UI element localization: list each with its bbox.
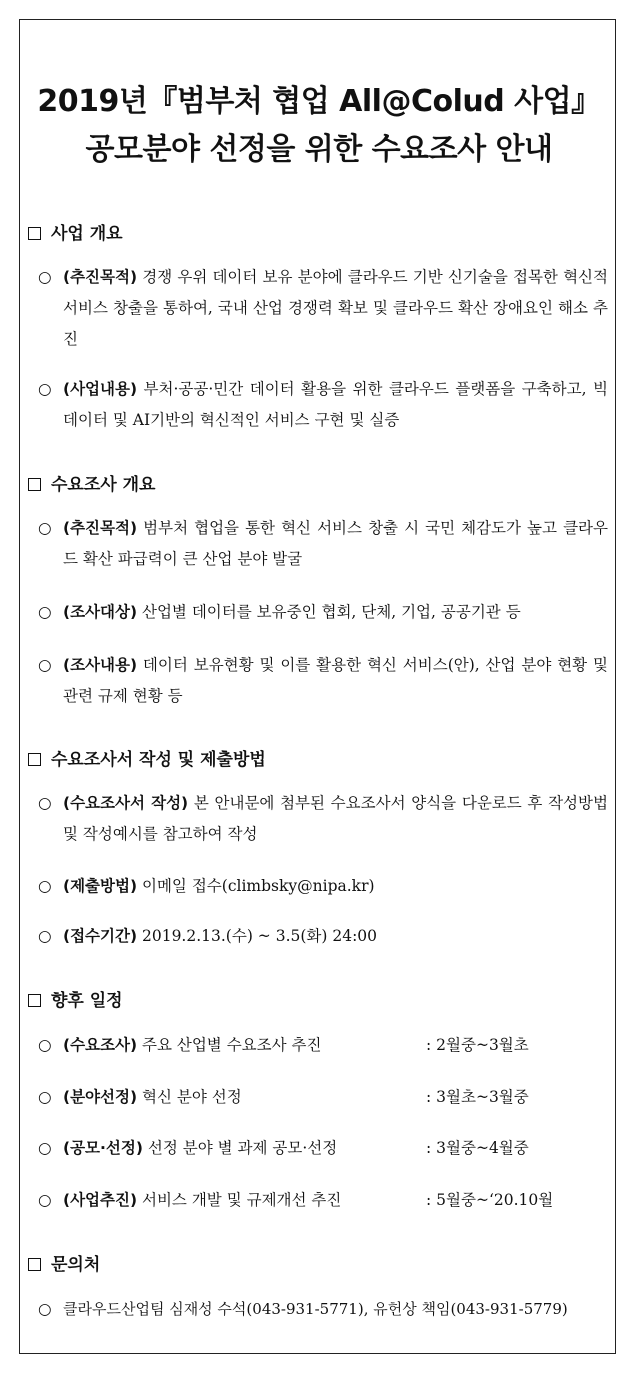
list-item: ○ (접수기간) 2019.2.13.(수) ~ 3.5(화) 24:00 (38, 921, 608, 952)
schedule-period: : 3월중~4월중 (426, 1139, 529, 1157)
circle-bullet-icon: ○ (38, 927, 52, 945)
list-item: ○ (조사대상) 산업별 데이터를 보유중인 협회, 단체, 기업, 공공기관 등 (38, 597, 608, 628)
contact-item: ○ 클라우드산업팀 심재성 수석(043-931-5771), 유헌상 책임(043-931-5779) (38, 1294, 608, 1325)
circle-bullet-icon: ○ (38, 877, 52, 895)
circle-bullet-icon: ○ (38, 1139, 52, 1157)
checkbox-square-icon (28, 478, 41, 491)
circle-bullet-icon: ○ (38, 656, 52, 674)
checkbox-square-icon (28, 227, 41, 240)
schedule-period: : 2월중~3월초 (426, 1036, 529, 1054)
section-heading-contact: 문의처 (28, 1250, 100, 1275)
section-heading-overview: 사업 개요 (28, 219, 123, 244)
circle-bullet-icon: ○ (38, 603, 52, 621)
circle-bullet-icon: ○ (38, 794, 52, 812)
list-item: ○ (조사내용) 데이터 보유현황 및 이를 활용한 혁신 서비스(안), 산업 분야 현황 및 관련 규제 현황 등 (38, 650, 608, 712)
list-item: ○ (추진목적) 범부처 협업을 통한 혁신 서비스 창출 시 국민 체감도가 높고 클라우드 확산 파급력이 큰 산업 분야 발굴 (38, 513, 608, 575)
checkbox-square-icon (28, 994, 41, 1007)
schedule-period: : 3월초~3월중 (426, 1088, 529, 1106)
list-item: ○ (추진목적) 경쟁 우위 데이터 보유 분야에 클라우드 기반 신기술을 접목한 혁신적 서비스 창출을 통하여, 국내 산업 경쟁력 확보 및 클라우드 확산 장애요인 해소 추진 (38, 262, 608, 355)
document-title-line2: 공모분야 선정을 위한 수요조사 안내 (85, 132, 553, 167)
list-item: ○ (사업내용) 부처·공공·민간 데이터 활용을 위한 클라우드 플랫폼을 구축하고, 빅데이터 및 AI기반의 혁신적인 서비스 구현 및 실증 (38, 374, 608, 436)
list-item: ○ (수요조사서 작성) 본 안내문에 첨부된 수요조사서 양식을 다운로드 후 작성방법 및 작성예시를 참고하여 작성 (38, 788, 608, 850)
circle-bullet-icon: ○ (38, 380, 52, 398)
schedule-period: : 5월중~‘20.10월 (426, 1191, 554, 1209)
circle-bullet-icon: ○ (38, 268, 52, 286)
circle-bullet-icon: ○ (38, 519, 52, 537)
document-title-line1: 2019년『범부처 협업 All@Colud 사업』 (37, 84, 601, 119)
section-heading-survey-overview: 수요조사 개요 (28, 470, 155, 495)
section-heading-submission: 수요조사서 작성 및 제출방법 (28, 745, 266, 770)
circle-bullet-icon: ○ (38, 1300, 52, 1318)
circle-bullet-icon: ○ (38, 1088, 52, 1106)
list-item: ○ (제출방법) 이메일 접수(climbsky@nipa.kr) (38, 871, 608, 902)
circle-bullet-icon: ○ (38, 1191, 52, 1209)
checkbox-square-icon (28, 753, 41, 766)
checkbox-square-icon (28, 1258, 41, 1271)
section-heading-schedule: 향후 일정 (28, 986, 123, 1011)
circle-bullet-icon: ○ (38, 1036, 52, 1054)
